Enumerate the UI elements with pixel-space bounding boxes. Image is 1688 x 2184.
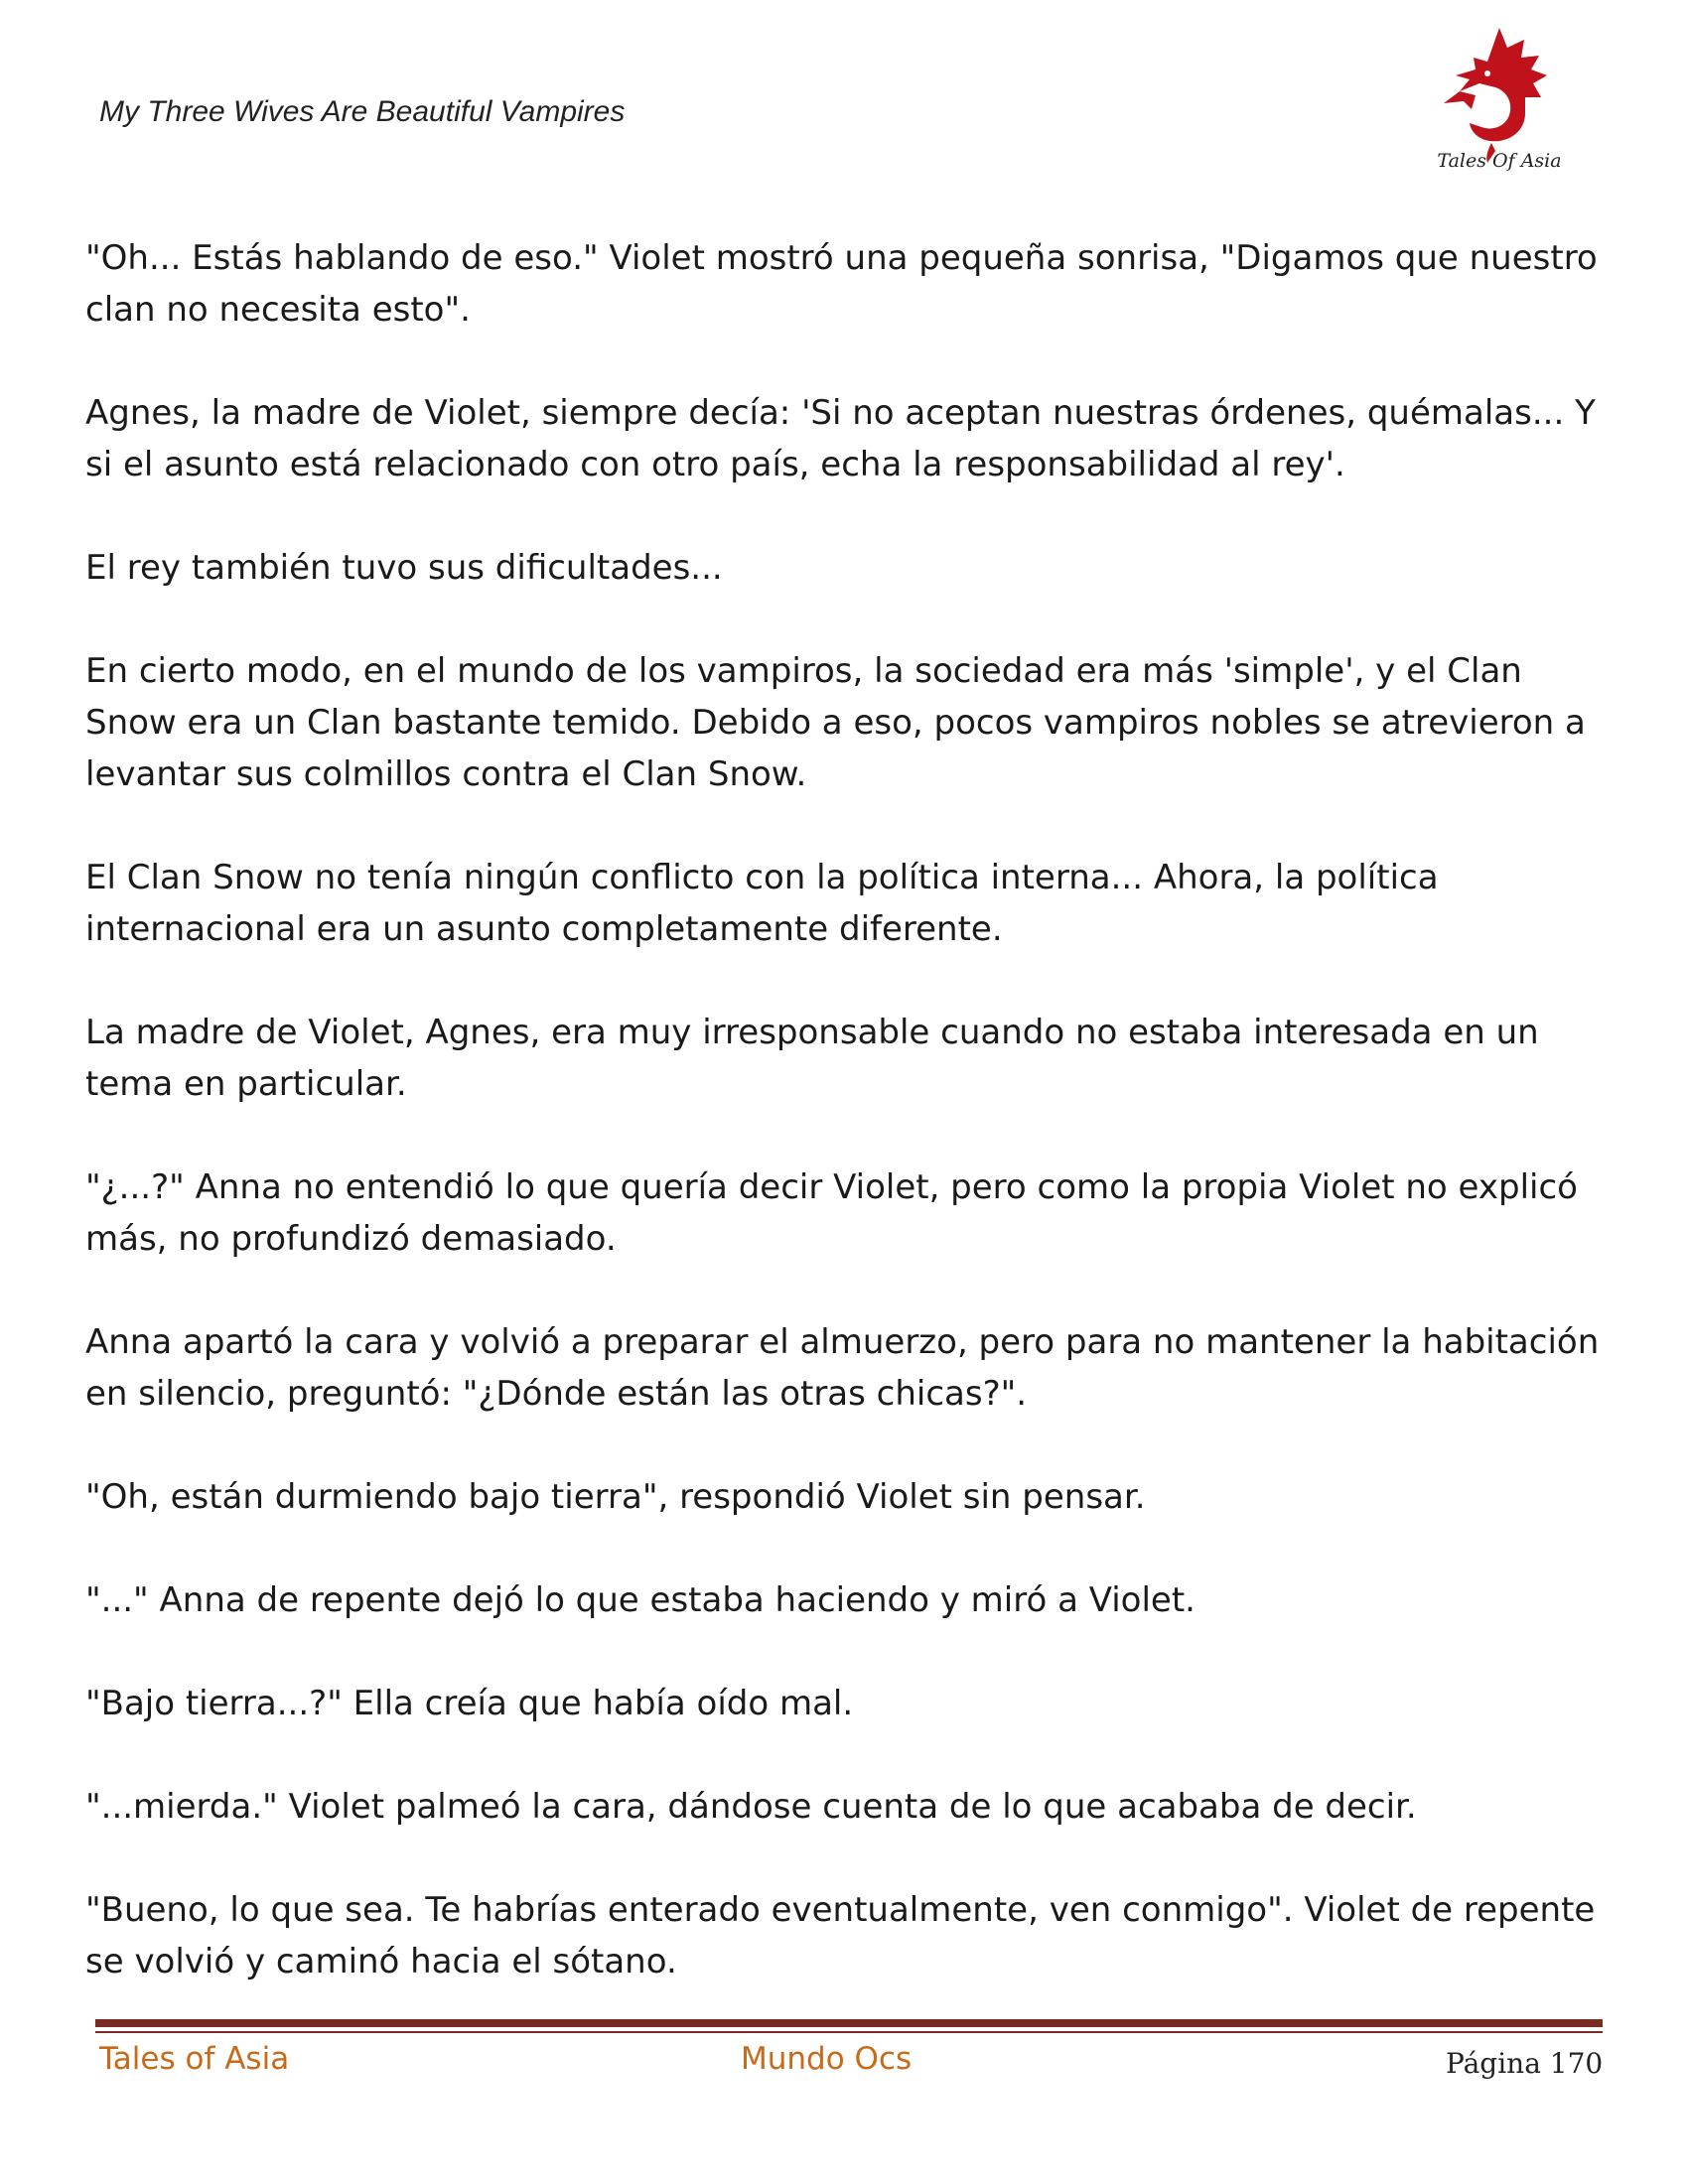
paragraph: "¿...?" Anna no entendió lo que quería decir Violet, pero como la propia Violet no explicó más, no profundizó demasiado.: [85, 1167, 1578, 1259]
paragraph: "...mierda." Violet palmeó la cara, dándose cuenta de lo que acababa de decir.: [85, 1787, 1417, 1827]
footer-divider: [95, 2019, 1603, 2027]
logo-text: Tales Of Asia: [1437, 150, 1562, 172]
chapter-body: [85, 232, 1605, 2039]
paragraph: El rey también tuvo sus dificultades...: [85, 548, 723, 588]
paragraph: "Oh... Estás hablando de eso." Violet mostró una pequeña sonrisa, "Digamos que nuestro clan no necesita esto".: [85, 238, 1598, 330]
paragraph: "Bajo tierra...?" Ella creía que había oído mal.: [85, 1684, 854, 1723]
paragraph: Anna apartó la cara y volvió a preparar el almuerzo, pero para no mantener la habitación en silencio, preguntó: "¿Dónde están las otras chicas?".: [85, 1322, 1600, 1414]
paragraph: El Clan Snow no tenía ningún conflicto con la política interna... Ahora, la política internacional era un asunto completamente diferente.: [85, 858, 1439, 949]
paragraph: Agnes, la madre de Violet, siempre decía: 'Si no aceptan nuestras órdenes, quémalas... Y si el asunto está relacionado con otro país, echa la responsabilidad al rey'.: [85, 393, 1596, 484]
paragraph: "Oh, están durmiendo bajo tierra", respondió Violet sin pensar.: [85, 1477, 1146, 1517]
page-number: Página 170: [1446, 2047, 1604, 2080]
footer-divider-thin: [95, 2031, 1603, 2033]
footer-publisher: Tales of Asia: [99, 2041, 290, 2077]
paragraph: "Bueno, lo que sea. Te habrías enterado eventualmente, ven conmigo". Violet de repente se volvió y caminó hacia el sótano.: [85, 1890, 1596, 1981]
paragraph: La madre de Violet, Agnes, era muy irresponsable cuando no estaba interesada en un tema en particular.: [85, 1013, 1539, 1104]
footer-site: Mundo Ocs: [741, 2041, 913, 2077]
paragraph: En cierto modo, en el mundo de los vampiros, la sociedad era más 'simple', y el Clan Snow era un Clan bastante temido. Debido a eso, pocos vampiros nobles se atrevieron a levantar sus colmillos contra el Clan Snow.: [85, 651, 1586, 794]
publisher-logo: [1430, 18, 1569, 187]
paragraph: "..." Anna de repente dejó lo que estaba haciendo y miró a Violet.: [85, 1580, 1196, 1620]
page-header-title: My Three Wives Are Beautiful Vampires: [99, 95, 626, 128]
